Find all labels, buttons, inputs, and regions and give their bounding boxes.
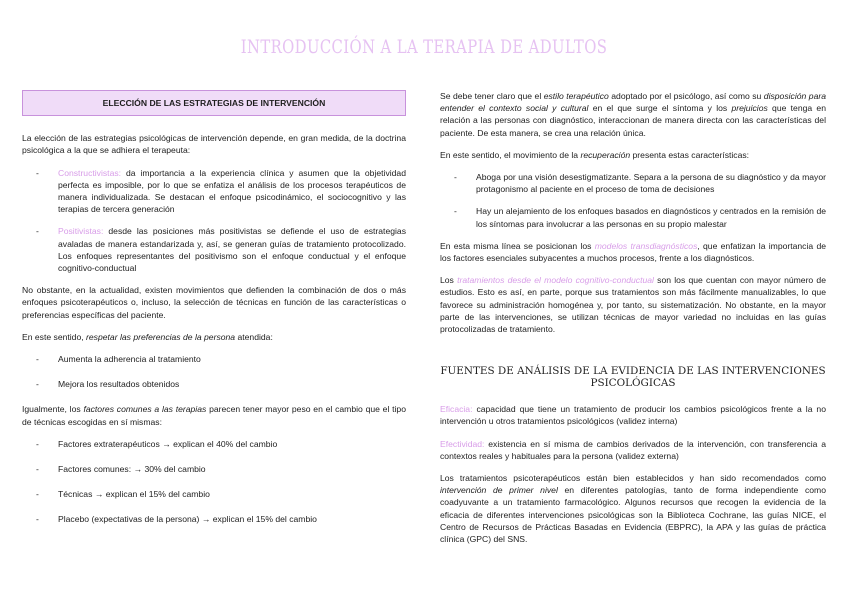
recovery-list [440, 171, 826, 230]
cbt-term: tratamientos desde el modelo cognitivo-conductual [457, 275, 654, 286]
text-span: existencia en sí misma de cambios derivados de la intervención, con transferencia a contextos reales y habituales para la persona (validez externa) [440, 438, 826, 461]
list-item: - Aboga por una visión desestigmatizante. Separa a la persona de su diagnóstico y da mayor protagonismo al paciente en el proceso de toma de decisiones [440, 171, 826, 195]
text-span: Igualmente, los [22, 404, 84, 415]
list-item: - Hay un alejamiento de los enfoques basados en diagnósticos y centrados en la remisión de los síntomas para involucrar a las personas en su propio malestar [440, 205, 826, 229]
transdiagnostic-paragraph [440, 240, 826, 264]
list-item [22, 225, 406, 274]
text-span: Se debe tener claro que el [440, 91, 544, 101]
evidence-resources-paragraph [440, 472, 826, 545]
positivist-text: desde las posiciones más positivistas se defiende el uso de estrategias avaladas de manera estandarizada y, así, se generan guías de tratamiento protocolizado. Los enfoques representantes del positivismo son el enfoque conductual y el enfoque cognitivo-conductual [58, 226, 406, 274]
constructivist-text: da importancia a la experiencia clínica y asumen que la objetividad perfecta es imposible, por lo que se enfatiza el análisis de los procesos terapéuticos de manera individualizada. Se destacan el enfoque psicodinámico, el sociocognitivo y las terapias de tercera generación [58, 167, 406, 215]
respect-paragraph [22, 331, 406, 343]
text-span: que tenga en relación a las personas con diagnóstico, interaccionan de manera directa con las características del paciente. De esta manera, se crea una relación única. [440, 103, 826, 138]
respect-list [22, 353, 406, 390]
italic-span: recuperación [580, 149, 631, 160]
text-span: atendida: [235, 331, 273, 342]
effectiveness-paragraph [440, 438, 826, 462]
list-item: - Factores comunes: → 30% del cambio [22, 463, 406, 475]
text-span: presenta estas características: [630, 149, 750, 160]
list-item: - Técnicas → explican el 15% del cambio [22, 488, 406, 500]
text-span: adoptado por el psicólogo, así como su [608, 91, 764, 101]
right-column [440, 90, 826, 555]
positivist-term: Positivistas: [58, 226, 104, 237]
italic-span: disposición para entender el contexto social y cultural [440, 91, 826, 114]
list-item: - Mejora los resultados obtenidos [22, 378, 406, 390]
transdiagnostic-term: modelos transdiagnósticos [594, 240, 698, 251]
text-span: son los que cuentan con mayor número de estudios. Esto es así, en parte, porque sus tratamientos son más fácilmente manualizables, lo que favorece su administración homogénea y, por tanto, su sistematización. No obstante, en la mayor parte de las intervenciones, se utilizan técnicas de mayor variedad no incluidas en las guías protocolizadas de tratamiento. [440, 275, 826, 335]
cbt-paragraph [440, 274, 826, 335]
text-span: En esta misma línea se posicionan los [440, 240, 595, 251]
page-title: INTRODUCCIÓN A LA TERAPIA DE ADULTOS [240, 36, 608, 58]
text-span: Los [440, 275, 458, 286]
doctrine-list [22, 167, 406, 275]
efficacy-term: Eficacia: [440, 404, 473, 415]
text-span: en diferentes patologías, tanto de forma independiente como coadyuvante a un tratamiento farmacológico. Algunos recursos que recogen la evidencia de la eficacia de diferentes intervenciones psicológicas son la Biblioteca Cochrane, las guías NICE, el Centro de Recursos de Prácticas Basadas en Evidencia (EBPRC), la APA y las guías de práctica clínica (GPC) del SNS. [440, 485, 826, 545]
italic-span: intervención de primer nivel [440, 485, 558, 496]
efficacy-paragraph [440, 403, 826, 427]
style-paragraph [440, 90, 826, 139]
respect-italic: respetar las preferencias de la persona [86, 331, 236, 342]
factors-list [22, 438, 406, 526]
list-item: - Factores extraterapéuticos → explican el 40% del cambio [22, 438, 406, 450]
evidence-section-heading: FUENTES DE ANÁLISIS DE LA EVIDENCIA DE LAS INTERVENCIONES PSICOLÓGICAS [440, 365, 826, 390]
list-item: - Aumenta la adherencia al tratamiento [22, 353, 406, 365]
text-span: Los tratamientos psicoterapéuticos están bien establecidos y han sido recomendados como [440, 473, 826, 484]
list-item [22, 167, 406, 216]
text-span: , que enfatizan la importancia de los factores esenciales subyacentes a muchos procesos, frente a los diagnósticos. [440, 240, 826, 264]
constructivist-term: Constructivistas: [58, 167, 122, 178]
text-span: capacidad que tiene un tratamiento de producir los cambios psicológicos frente a la no intervención u otros tratamientos psicológicos (validez interna) [440, 404, 826, 427]
effectiveness-term: Efectividad: [440, 438, 485, 449]
italic-span: prejuicios [731, 103, 768, 114]
factors-italic: factores comunes a las terapias [83, 404, 207, 415]
section-box-heading: ELECCIÓN DE LAS ESTRATEGIAS DE INTERVENCIÓN [22, 90, 406, 116]
italic-span: estilo terapéutico [543, 91, 609, 101]
list-item: - Placebo (expectativas de la persona) → explican el 15% del cambio [22, 513, 406, 525]
text-span: en el que surge el síntoma y los [588, 103, 732, 114]
recovery-paragraph [440, 149, 826, 161]
left-column [22, 90, 406, 539]
factors-paragraph [22, 403, 406, 427]
text-span: En este sentido, el movimiento de la [440, 149, 581, 160]
text-span: En este sentido, [22, 331, 87, 342]
intro-paragraph: La elección de las estrategias psicológicas de intervención depende, en gran medida, de la doctrina psicológica a la que se adhiera el terapeuta: [22, 133, 406, 156]
combination-paragraph: No obstante, en la actualidad, existen movimientos que defienden la combinación de dos o más enfoques psicoterapéuticos o, incluso, la selección de técnicas en función de las características o preferencias específicas del paciente. [22, 285, 406, 320]
text-span: parecen tener mayor peso en el cambio que el tipo de técnicas escogidas en sí mismas: [22, 404, 406, 427]
